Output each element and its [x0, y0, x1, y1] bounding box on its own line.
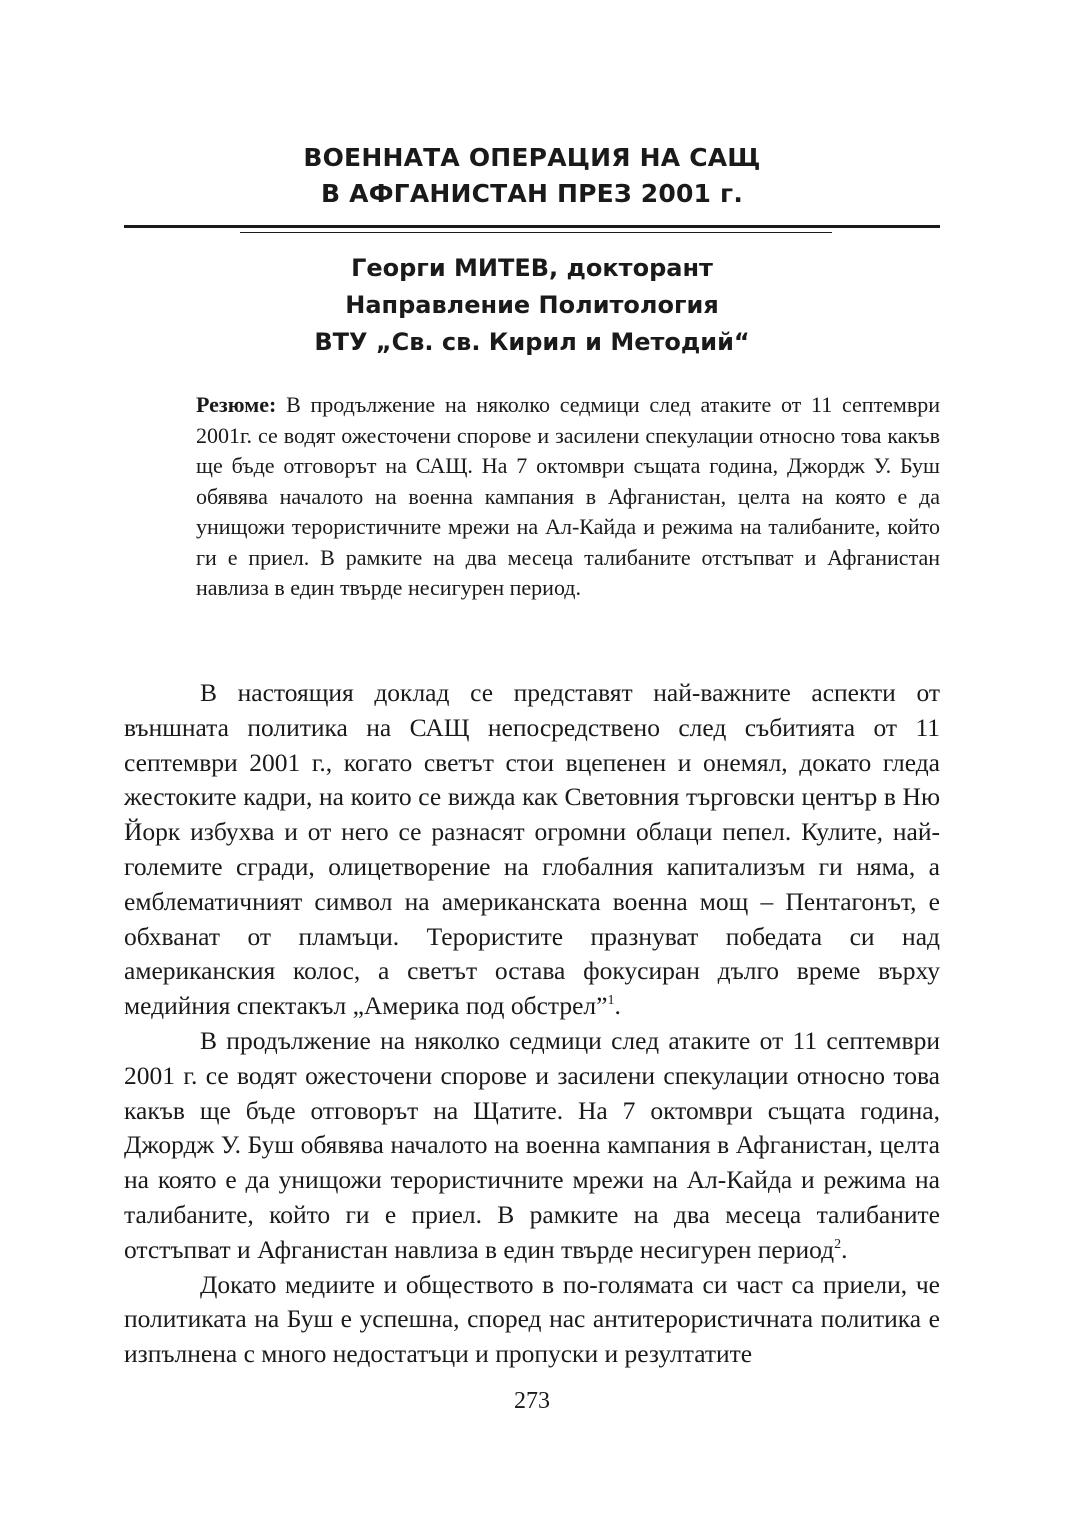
paragraph-1	[124, 676, 940, 1024]
title-line-2: В АФГАНИСТАН ПРЕЗ 2001 г.	[320, 179, 744, 208]
abstract-text: В продължение на няколко седмици след атаките от 11 септември 2001г. се водят ожесточени спорове и засилени спекулации относно това какъв ще бъде отговорът на САЩ. На 7 октомври същата година, Джордж У. Буш обявява началото на военна кампания в Афганистан, целта на която е да унищожи терористичните мрежи на Ал-Кайда и режима на талибаните, който ги е приел. В рамките на два месеца талибаните отстъпват и Афганистан навлиза в един твърде несигурен период.	[196, 392, 940, 600]
author-name: Георги МИТЕВ, докторант	[351, 254, 713, 282]
paragraph-2-end: .	[841, 1234, 848, 1264]
body-text	[124, 676, 940, 1372]
title-rule-thin	[240, 232, 832, 233]
paragraph-1-end: .	[614, 991, 621, 1021]
paragraph-3: Докато медиите и обществото в по-голямата си част са приели, че политиката на Буш е успешна, според нас антитерористичната политика е изпълнена с много недостатъци и пропуски и резултатите	[124, 1269, 940, 1369]
abstract	[196, 390, 940, 604]
paragraph-2-text: В продължение на няколко седмици след атаките от 11 септември 2001 г. се водят ожесточени спорове и засилени спекулации относно това какъв ще бъде отговорът на Щатите. На 7 октомври същата година, Джордж У. Буш обявява началото на военна кампания в Афганистан, целта на която е да унищожи терористичните мрежи на Ал-Кайда и режима на талибаните, който ги е приел. В рамките на два месеца талибаните отстъпват и Афганистан навлиза в един твърде несигурен период	[124, 1025, 940, 1264]
title-rule-thick	[124, 225, 940, 228]
author-block	[124, 250, 940, 361]
footnote-ref-1: 1	[607, 993, 615, 1009]
author-department: Направление Политология	[345, 291, 719, 319]
footnote-ref-2: 2	[834, 1236, 842, 1252]
title-line-1: ВОЕННАТА ОПЕРАЦИЯ НА САЩ	[303, 143, 761, 172]
article-title	[124, 140, 940, 212]
paragraph-1-text: В настоящия доклад се представят най-важните аспекти от външната политика на САЩ непосредствено след събитията от 11 септември 2001 г., когато светът стои вцепенен и онемял, докато гледа жестоките кадри, на които се вижда как Световния търговски център в Ню Йорк избухва и от него се разнасят огромни облаци пепел. Кулите, най-големите сгради, олицетворение на глобалния капитализъм ги няма, а емблематичният символ на американската военна мощ – Пентагонът, е обхванат от пламъци. Терористите празнуват победата си над американския колос, а светът остава фокусиран дълго време върху медийния спектакъл „Америка под обстрел”	[124, 678, 940, 1021]
page-number: 273	[514, 1388, 550, 1414]
author-university: ВТУ „Св. св. Кирил и Методий“	[314, 328, 750, 356]
paragraph-2	[124, 1024, 940, 1268]
abstract-label: Резюме:	[196, 392, 277, 417]
